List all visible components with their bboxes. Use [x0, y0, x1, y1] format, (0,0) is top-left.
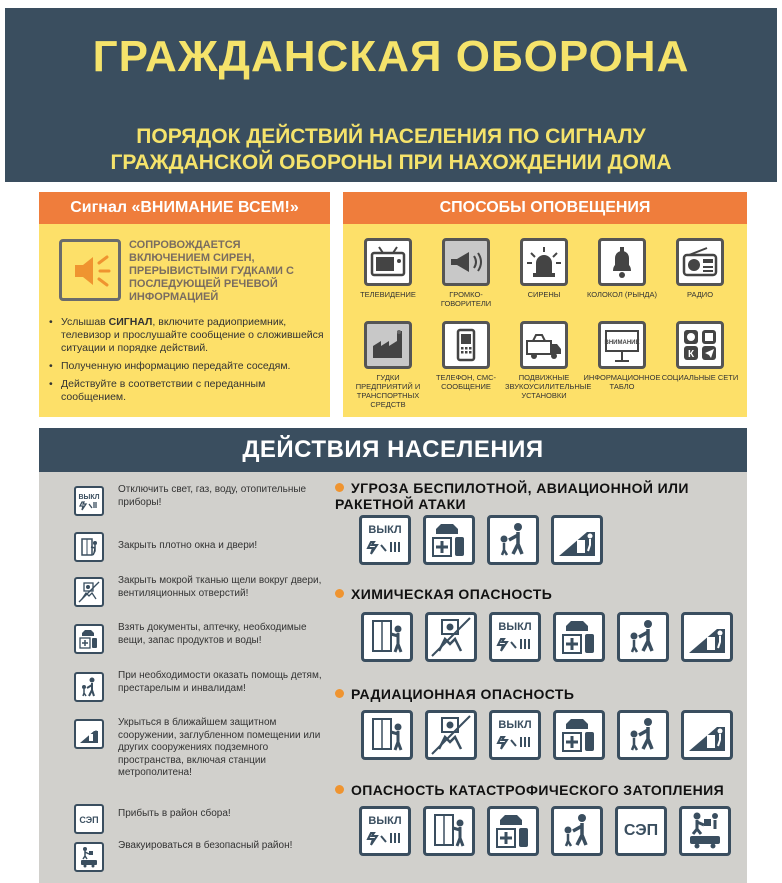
help-people-icon	[487, 515, 539, 565]
radio-icon	[676, 238, 724, 286]
board-text: ВНИМАНИЕ	[604, 340, 640, 346]
close-windows-icon	[74, 532, 104, 562]
shelter-icon	[551, 515, 603, 565]
alert-item-siren	[505, 238, 583, 299]
help-people-icon	[551, 806, 603, 856]
loudspeaker-icon	[442, 238, 490, 286]
switch-off-icon: ВЫКЛ	[359, 515, 411, 565]
switch-off-icon	[74, 486, 104, 516]
svg-text:К: К	[687, 349, 695, 360]
legend-text: Укрыться в ближайшем защитном сооружении, заглубленном помещении или других сооружениях подземного пространства, включая станции метрополитена!	[118, 717, 321, 778]
sep-icon: СЭП	[615, 806, 667, 856]
tv-icon	[364, 238, 412, 286]
legend-item	[74, 530, 334, 570]
shelter-icon	[681, 710, 733, 760]
sep-icon	[74, 804, 104, 834]
seal-gaps-icon	[425, 612, 477, 662]
bullet-dot	[335, 589, 344, 598]
board-icon	[598, 321, 646, 369]
threat-title: ХИМИЧЕСКАЯ ОПАСНОСТЬ	[335, 586, 715, 602]
signal-description: СОПРОВОЖДАЕТСЯ ВКЛЮЧЕНИЕМ СИРЕН, ПРЕРЫВИСТЫМИ ГУДКАМИ С ПОСЛЕДУЮЩЕЙ РЕЧЕВОЙ ИНФОРМАЦИЕЙ	[129, 239, 294, 303]
svg-text:СЭП: СЭП	[79, 815, 99, 825]
legend-text: Отключить свет, газ, воду, отопительные приборы!	[118, 484, 307, 508]
alert-item-van	[505, 321, 592, 400]
page-header	[5, 8, 777, 182]
alert-item-loudspeaker	[427, 238, 505, 308]
signal-panel-title: Сигнал «ВНИМАНИЕ ВСЕМ!»	[39, 192, 330, 224]
close-windows-icon	[361, 710, 413, 760]
page-subtitle	[5, 124, 777, 176]
help-people-icon	[74, 672, 104, 702]
legend-text: Закрыть плотно окна и двери!	[118, 540, 258, 551]
alert-methods-panel	[343, 224, 747, 417]
signal-panel	[39, 224, 330, 417]
shelter-icon	[681, 612, 733, 662]
alert-label: ПОДВИЖНЫЕ ЗВУКОУСИЛИТЕЛЬНЫЕ УСТАНОВКИ	[505, 373, 592, 400]
page-title: ГРАЖДАНСКАЯ ОБОРОНА	[92, 32, 690, 81]
speaker-icon	[59, 239, 121, 301]
social-icon	[676, 321, 724, 369]
close-windows-icon	[423, 806, 475, 856]
signal-instruction: • Действуйте в соответствии с переданным сообщением.	[49, 378, 324, 404]
close-windows-icon	[361, 612, 413, 662]
legend-item	[74, 622, 334, 662]
alert-item-tv	[349, 238, 427, 299]
legend-item	[74, 840, 334, 880]
legend-item	[74, 484, 334, 524]
bullet-dot	[335, 785, 344, 794]
switch-off-icon: ВЫКЛ	[489, 710, 541, 760]
siren-icon	[520, 238, 568, 286]
seal-gaps-icon	[74, 577, 104, 607]
help-people-icon	[617, 612, 669, 662]
evacuate-icon	[74, 842, 104, 872]
alert-label: ИНФОРМАЦИОННОЕ ТАБЛО	[583, 373, 661, 391]
alert-label: ГРОМКО-ГОВОРИТЕЛИ	[440, 290, 492, 308]
switch-off-icon: ВЫКЛ	[359, 806, 411, 856]
legend-item	[74, 575, 334, 615]
bullet-dot	[335, 483, 344, 492]
supplies-icon	[553, 612, 605, 662]
supplies-icon	[74, 624, 104, 654]
legend-item	[74, 670, 334, 710]
legend-text: При необходимости оказать помощь детям, престарелым и инвалидам!	[118, 670, 322, 694]
alert-item-radio	[661, 238, 739, 299]
actions-title: ДЕЙСТВИЯ НАСЕЛЕНИЯ	[39, 428, 747, 472]
svg-text:ВЫКЛ: ВЫКЛ	[78, 494, 100, 501]
signal-instruction: • Полученную информацию передайте соседям.	[49, 360, 324, 373]
bell-icon	[598, 238, 646, 286]
legend-item	[74, 802, 334, 842]
alert-item-phone	[427, 321, 505, 391]
supplies-icon	[487, 806, 539, 856]
alert-label: СОЦИАЛЬНЫЕ СЕТИ	[661, 373, 739, 382]
legend-text: Закрыть мокрой тканью щели вокруг двери, вентиляционных отверстий!	[118, 575, 322, 599]
legend-text: Взять документы, аптечку, необходимые вещи, запас продуктов и воды!	[118, 622, 307, 646]
seal-gaps-icon	[425, 710, 477, 760]
alert-label: КОЛОКОЛ (РЫНДА)	[587, 290, 657, 299]
legend-item	[74, 717, 334, 797]
evacuate-icon	[679, 806, 731, 856]
alert-label: РАДИО	[686, 290, 714, 299]
alert-label: ТЕЛЕФОН, СМС-СООБЩЕНИЕ	[435, 373, 497, 391]
alert-item-bell	[583, 238, 661, 299]
alert-label: СИРЕНЫ	[527, 290, 561, 299]
alert-item-factory	[349, 321, 427, 409]
van-icon	[520, 321, 568, 369]
supplies-icon	[553, 710, 605, 760]
alert-label: ГУДКИ ПРЕДПРИЯТИЙ И ТРАНСПОРТНЫХ СРЕДСТВ	[355, 373, 421, 409]
supplies-icon	[423, 515, 475, 565]
threat-title: УГРОЗА БЕСПИЛОТНОЙ, АВИАЦИОННОЙ ИЛИ РАКЕТНОЙ АТАКИ	[335, 480, 689, 512]
signal-instruction: • Услышав СИГНАЛ, включите радиоприемник, телевизор и прослушайте сообщение о сложившейся ситуации и порядке действий.	[49, 316, 324, 355]
factory-icon	[364, 321, 412, 369]
signal-instructions	[49, 316, 324, 409]
switch-off-icon: ВЫКЛ	[489, 612, 541, 662]
legend-text: Эвакуироваться в безопасный район!	[118, 840, 293, 851]
threat-title: РАДИАЦИОННАЯ ОПАСНОСТЬ	[335, 686, 715, 702]
actions-panel	[39, 472, 747, 883]
alert-item-board	[583, 321, 661, 391]
alert-label: ТЕЛЕВИДЕНИЕ	[360, 290, 416, 299]
legend-text: Прибыть в район сбора!	[118, 808, 231, 819]
alert-item-social	[661, 321, 739, 382]
phone-icon	[442, 321, 490, 369]
bullet-dot	[335, 689, 344, 698]
subtitle-line-1: ПОРЯДОК ДЕЙСТВИЙ НАСЕЛЕНИЯ ПО СИГНАЛУ	[136, 125, 646, 148]
help-people-icon	[617, 710, 669, 760]
shelter-icon	[74, 719, 104, 749]
threat-title: ОПАСНОСТЬ КАТАСТРОФИЧЕСКОГО ЗАТОПЛЕНИЯ	[335, 782, 745, 798]
subtitle-line-2: ГРАЖДАНСКОЙ ОБОРОНЫ ПРИ НАХОЖДЕНИИ ДОМА	[110, 151, 672, 174]
alert-methods-title: СПОСОБЫ ОПОВЕЩЕНИЯ	[343, 192, 747, 224]
